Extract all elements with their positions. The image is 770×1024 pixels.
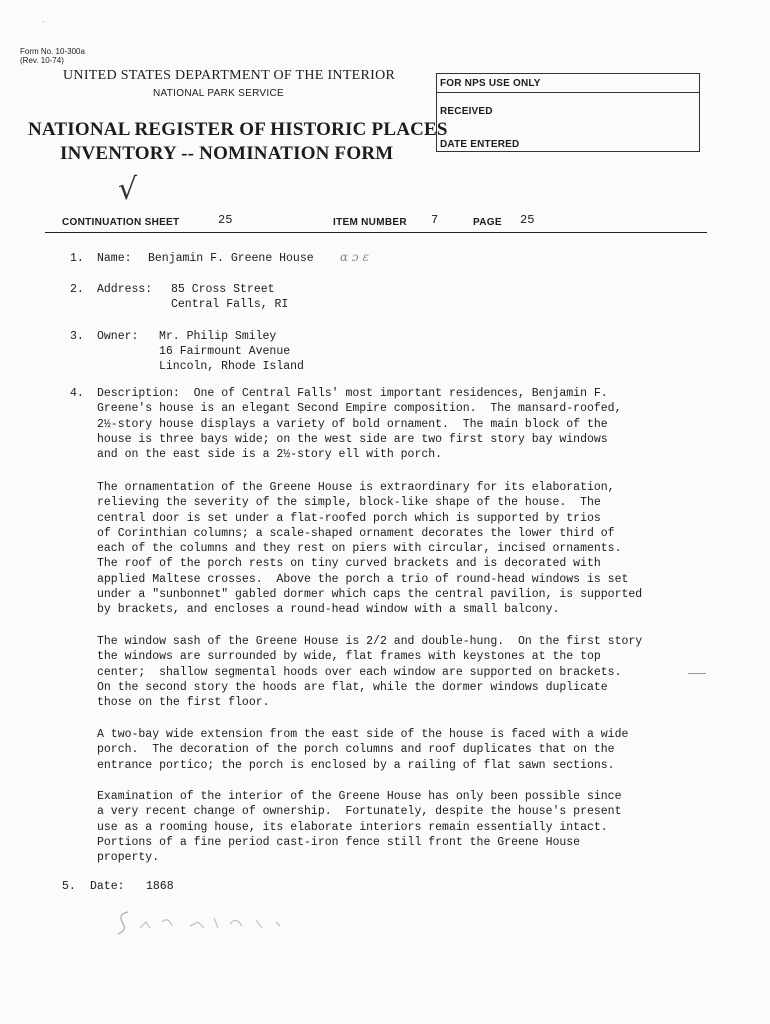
text-line: a very recent change of ownership. Fortunately, despite the house's present xyxy=(97,805,622,819)
description-paragraph-2 xyxy=(97,480,707,618)
text-line: relieving the severity of the simple, block-like shape of the house. The xyxy=(97,496,601,510)
text-line: property. xyxy=(97,851,160,865)
handwritten-mark: ɑ ɔ ɛ xyxy=(340,250,369,264)
address-label: Address: xyxy=(97,283,153,296)
corner-speck: · xyxy=(42,17,45,26)
text-line: Description: One of Central Falls' most important residences, Benjamin F. xyxy=(97,387,608,400)
text-line: under a "sunbonnet" gabled dormer which caps the central pavilion, is supported xyxy=(97,588,643,602)
text-line: entrance portico; the porch is enclosed by a railing of flat sawn sections. xyxy=(97,758,615,772)
name-value: Benjamin F. Greene House xyxy=(148,252,314,265)
text-line: The ornamentation of the Greene House is extraordinary for its elaboration, xyxy=(97,481,615,494)
text-line: those on the first floor. xyxy=(97,696,270,710)
text-line: by brackets, and encloses a round-head window with a small balcony. xyxy=(97,603,560,617)
text-line: The roof of the porch rests on tiny curved brackets and is decorated with xyxy=(97,557,601,571)
text-line: 2½-story house displays a variety of bold ornament. The main block of the xyxy=(97,417,608,431)
text-line: use as a rooming house, its elaborate interiors remain essentially intact. xyxy=(97,820,608,834)
address-line1: 85 Cross Street xyxy=(171,283,275,296)
text-line: porch. The decoration of the porch columns and roof duplicates that on the xyxy=(97,743,615,757)
form-title-line2: INVENTORY -- NOMINATION FORM xyxy=(60,143,394,164)
continuation-sheet-value: 25 xyxy=(218,213,233,227)
text-line: and on the east side is a 2½-story ell with porch. xyxy=(97,448,443,462)
owner-number: 3. xyxy=(70,330,84,343)
date-number: 5. xyxy=(62,880,76,893)
nps-use-box xyxy=(436,73,700,152)
nps-box-heading: FOR NPS USE ONLY xyxy=(440,78,541,89)
service-name: NATIONAL PARK SERVICE xyxy=(153,88,284,99)
page-value: 25 xyxy=(520,213,535,227)
address-number: 2. xyxy=(70,283,84,296)
name-number: 1. xyxy=(70,252,84,265)
description-paragraph-4 xyxy=(97,727,707,773)
date-entered-label: DATE ENTERED xyxy=(440,139,520,150)
description-paragraph-5 xyxy=(97,789,707,865)
owner-line2: 16 Fairmount Avenue xyxy=(159,345,291,358)
text-line: Greene's house is an elegant Second Empire composition. The mansard-roofed, xyxy=(97,402,622,416)
form-title-line1: NATIONAL REGISTER OF HISTORIC PLACES xyxy=(28,119,448,140)
item-number-label: ITEM NUMBER xyxy=(333,217,407,228)
text-line: the windows are surrounded by wide, flat frames with keystones at the top xyxy=(97,650,601,664)
continuation-sheet-label: CONTINUATION SHEET xyxy=(62,217,180,228)
received-label: RECEIVED xyxy=(440,106,493,117)
form-number: Form No. 10-300a xyxy=(20,47,85,56)
form-revision: (Rev. 10-74) xyxy=(20,56,64,65)
text-line: On the second story the hoods are flat, while the dormer windows duplicate xyxy=(97,680,608,694)
date-label: Date: xyxy=(90,880,125,893)
text-line: The window sash of the Greene House is 2/2 and double-hung. On the first story xyxy=(97,635,643,648)
description-paragraph-1 xyxy=(97,386,707,462)
item-number-value: 7 xyxy=(431,213,439,227)
check-mark-icon: √ xyxy=(118,172,138,207)
owner-line1: Mr. Philip Smiley xyxy=(159,330,277,343)
nps-box-divider xyxy=(437,92,699,93)
description-number: 4. xyxy=(70,387,84,400)
page-label: PAGE xyxy=(473,217,502,228)
description-paragraph-3 xyxy=(97,634,707,710)
text-line: central door is set under a flat-roofed porch which is supported by trios xyxy=(97,511,601,525)
margin-mark xyxy=(688,673,706,674)
department-name: UNITED STATES DEPARTMENT OF THE INTERIOR xyxy=(63,68,396,83)
name-label: Name: xyxy=(97,252,132,265)
text-line: center; shallow segmental hoods over each window are supported on brackets. xyxy=(97,665,622,679)
text-line: each of the columns and they rest on piers with circular, incised ornaments. xyxy=(97,542,622,556)
address-line2: Central Falls, RI xyxy=(171,298,289,311)
date-value: 1868 xyxy=(146,880,174,893)
text-line: house is three bays wide; on the west side are two first story bay windows xyxy=(97,432,608,446)
text-line: Portions of a fine period cast-iron fence still front the Greene House xyxy=(97,835,581,849)
handwritten-scribble-icon xyxy=(110,900,300,940)
text-line: of Corinthian columns; a scale-shaped ornament decorates the lower third of xyxy=(97,526,615,540)
owner-label: Owner: xyxy=(97,330,139,343)
owner-line3: Lincoln, Rhode Island xyxy=(159,360,304,373)
header-rule xyxy=(45,232,707,233)
text-line: A two-bay wide extension from the east side of the house is faced with a wide xyxy=(97,728,629,741)
text-line: Examination of the interior of the Greene House has only been possible since xyxy=(97,790,622,803)
text-line: applied Maltese crosses. Above the porch a trio of round-head windows is set xyxy=(97,572,629,586)
